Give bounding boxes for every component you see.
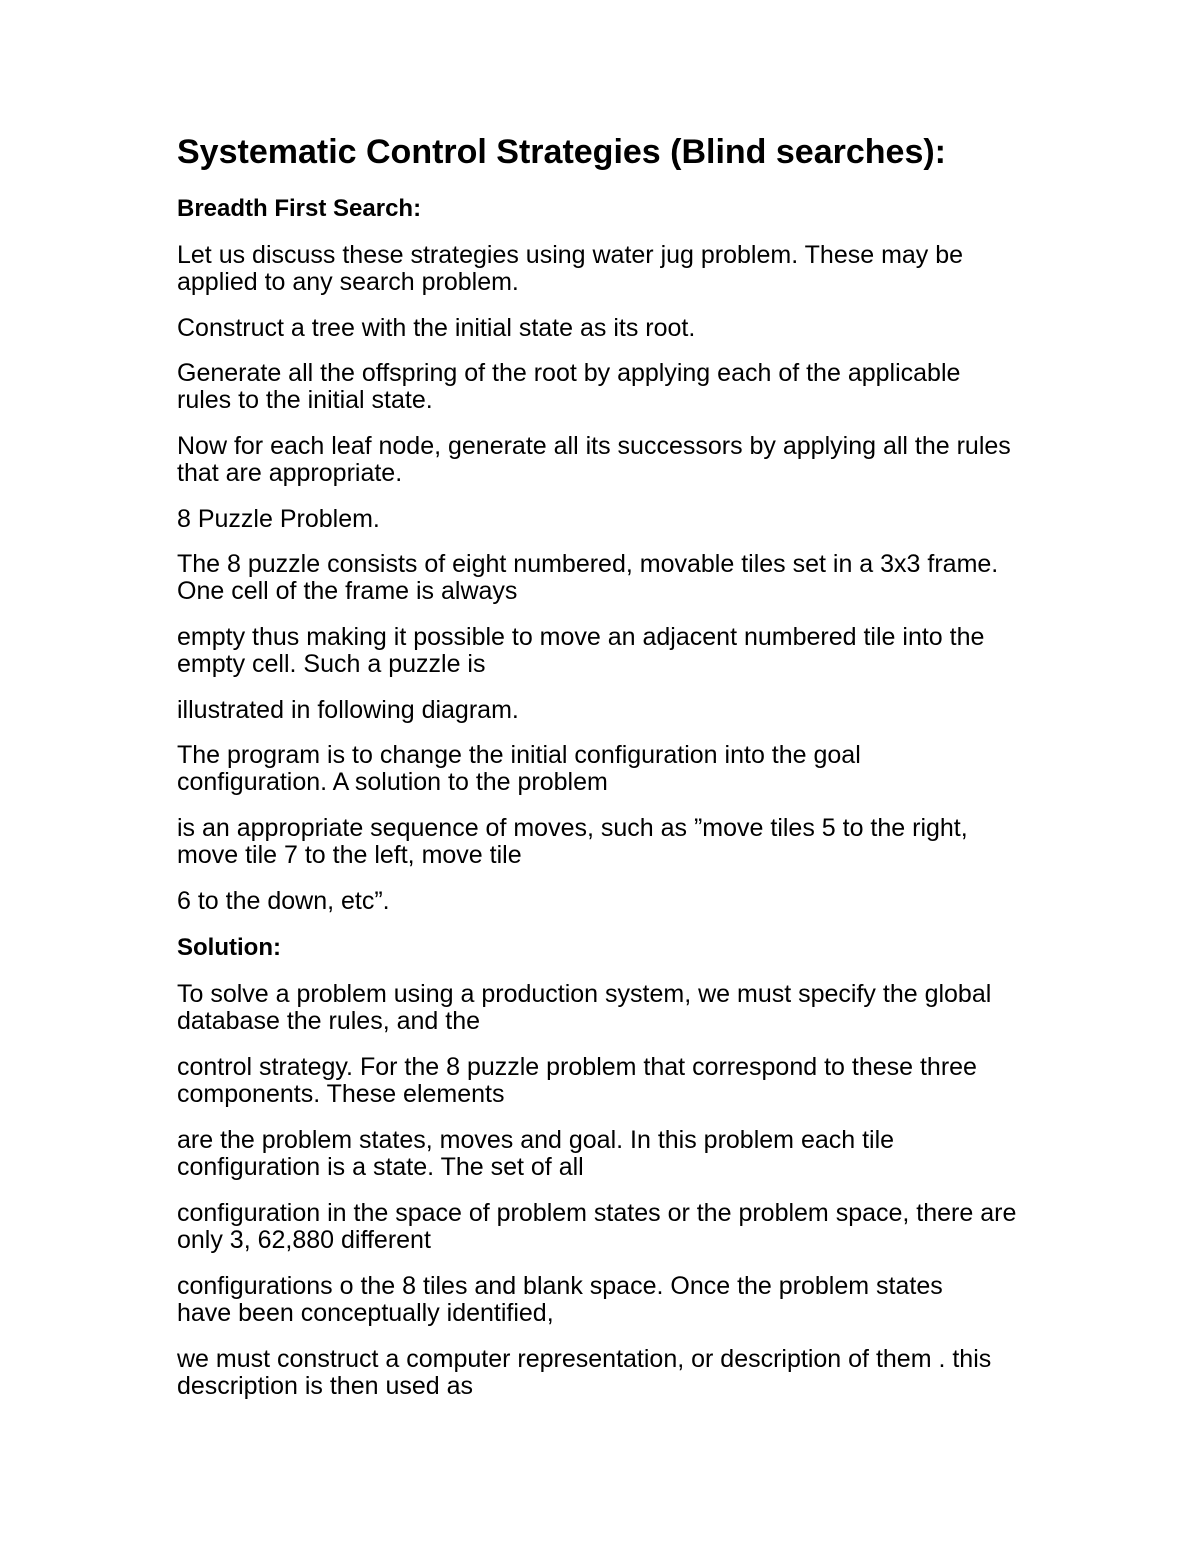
document-body [177,132,1047,1419]
paragraph: we must construct a computer representation, or description of them . this description is then used as [177,1345,992,1400]
paragraph: 8 Puzzle Problem. [177,505,380,533]
paragraph: configurations o the 8 tiles and blank space. Once the problem states have been conceptually identified, [177,1272,943,1327]
paragraph: The program is to change the initial configuration into the goal configuration. A solution to the problem [177,741,861,796]
paragraph: 6 to the down, etc”. [177,887,390,915]
page-title: Systematic Control Strategies (Blind searches): [177,133,947,171]
section-heading-bfs: Breadth First Search: [177,195,422,222]
paragraph: are the problem states, moves and goal. In this problem each tile configuration is a state. The set of all [177,1126,895,1181]
paragraph: is an appropriate sequence of moves, such as ”move tiles 5 to the right, move tile 7 to the left, move tile [177,814,968,869]
section-heading-solution: Solution: [177,934,281,961]
paragraph: control strategy. For the 8 puzzle problem that correspond to these three components. These elements [177,1053,977,1108]
paragraph: The 8 puzzle consists of eight numbered, movable tiles set in a 3x3 frame. One cell of the frame is always [177,550,999,605]
paragraph: Generate all the offspring of the root by applying each of the applicable rules to the initial state. [177,359,961,414]
paragraph: To solve a problem using a production system, we must specify the global database the rules, and the [177,980,992,1035]
paragraph: illustrated in following diagram. [177,696,519,724]
paragraph: Construct a tree with the initial state as its root. [177,314,696,342]
paragraph: configuration in the space of problem states or the problem space, there are only 3, 62,880 different [177,1199,1017,1254]
paragraph: empty thus making it possible to move an adjacent numbered tile into the empty cell. Such a puzzle is [177,623,985,678]
paragraph: Let us discuss these strategies using water jug problem. These may be applied to any search problem. [177,241,964,296]
paragraph: Now for each leaf node, generate all its successors by applying all the rules that are appropriate. [177,432,1011,487]
